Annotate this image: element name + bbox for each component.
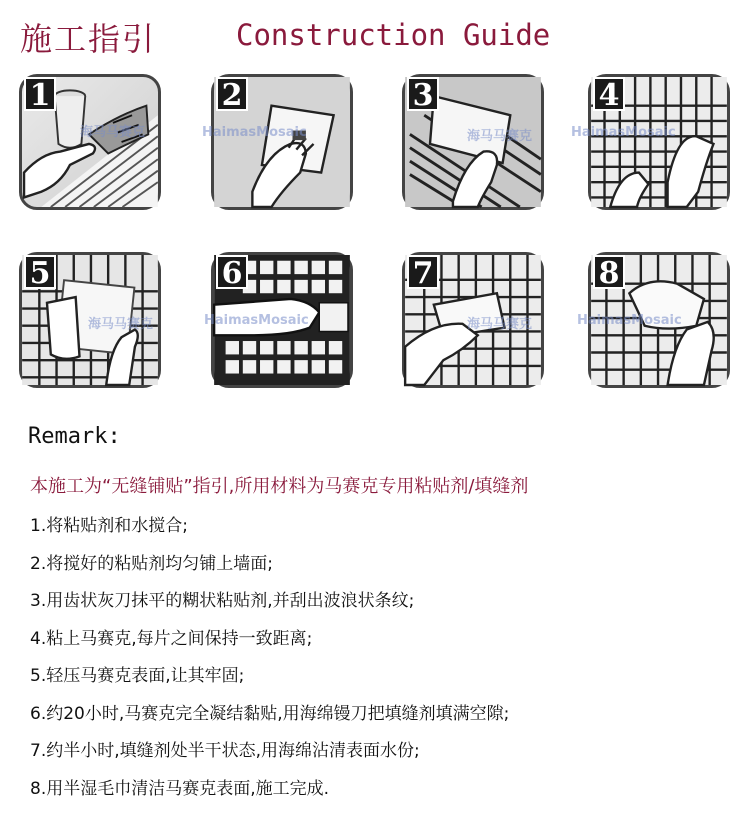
remark-heading: Remark:: [28, 424, 121, 449]
list-item: 3.用齿状灰刀抹平的糊状粘贴剂,并刮出波浪状条纹;: [30, 591, 415, 611]
watermark-cn: 海马马赛克: [467, 129, 533, 144]
list-item: 1.将粘贴剂和水搅合;: [30, 516, 188, 536]
step-number: 5: [24, 255, 56, 289]
step-3-panel: [402, 74, 544, 210]
step-number: 7: [407, 255, 439, 289]
step-8-panel: [577, 252, 730, 388]
step-number: 8: [593, 255, 625, 289]
list-item: 2.将搅好的粘贴剂均匀铺上墙面;: [30, 553, 273, 574]
step-4-panel: [571, 74, 730, 210]
watermark-en: HaimasMosaic: [202, 125, 307, 140]
list-item: 7.约半小时,填缝剂处半干状态,用海绵沾清表面水份;: [30, 741, 420, 761]
page-title-cn: 施工指引: [20, 20, 157, 58]
step-1-panel: [19, 74, 161, 210]
step-5-panel: [19, 252, 161, 388]
remark-intro: 本施工为“无缝铺贴”指引,所用材料为马赛克专用粘贴剂/填缝剂: [30, 476, 529, 497]
list-item: 8.用半湿毛巾清洁马赛克表面,施工完成.: [30, 778, 330, 799]
watermark-en: HaimasMosaic: [204, 313, 309, 328]
page-title-en: Construction Guide: [236, 18, 551, 52]
watermark-en: HaimasMosaic: [577, 313, 682, 328]
watermark-cn: 海马马赛克: [88, 317, 154, 332]
step-number: 4: [593, 77, 625, 111]
step-number: 2: [216, 77, 248, 111]
watermark-cn: 海马马赛克: [80, 125, 146, 140]
step-number: 6: [216, 255, 248, 289]
instruction-list: [30, 508, 509, 808]
step-2-panel: [202, 74, 353, 210]
step-7-panel: [402, 252, 544, 388]
step-illustrations: [0, 0, 750, 400]
list-item: 6.约20小时,马赛克完全凝结黏贴,用海绵镘刀把填缝剂填满空隙;: [30, 703, 510, 724]
step-number: 1: [24, 77, 56, 111]
watermark-en: HaimasMosaic: [571, 125, 676, 140]
list-item: 5.轻压马赛克表面,让其牢固;: [30, 666, 245, 686]
watermark-cn: 海马马赛克: [467, 317, 533, 332]
list-item: 4.粘上马赛克,每片之间保持一致距离;: [30, 628, 313, 649]
step-number: 3: [407, 77, 439, 111]
step-6-panel: [204, 252, 353, 388]
